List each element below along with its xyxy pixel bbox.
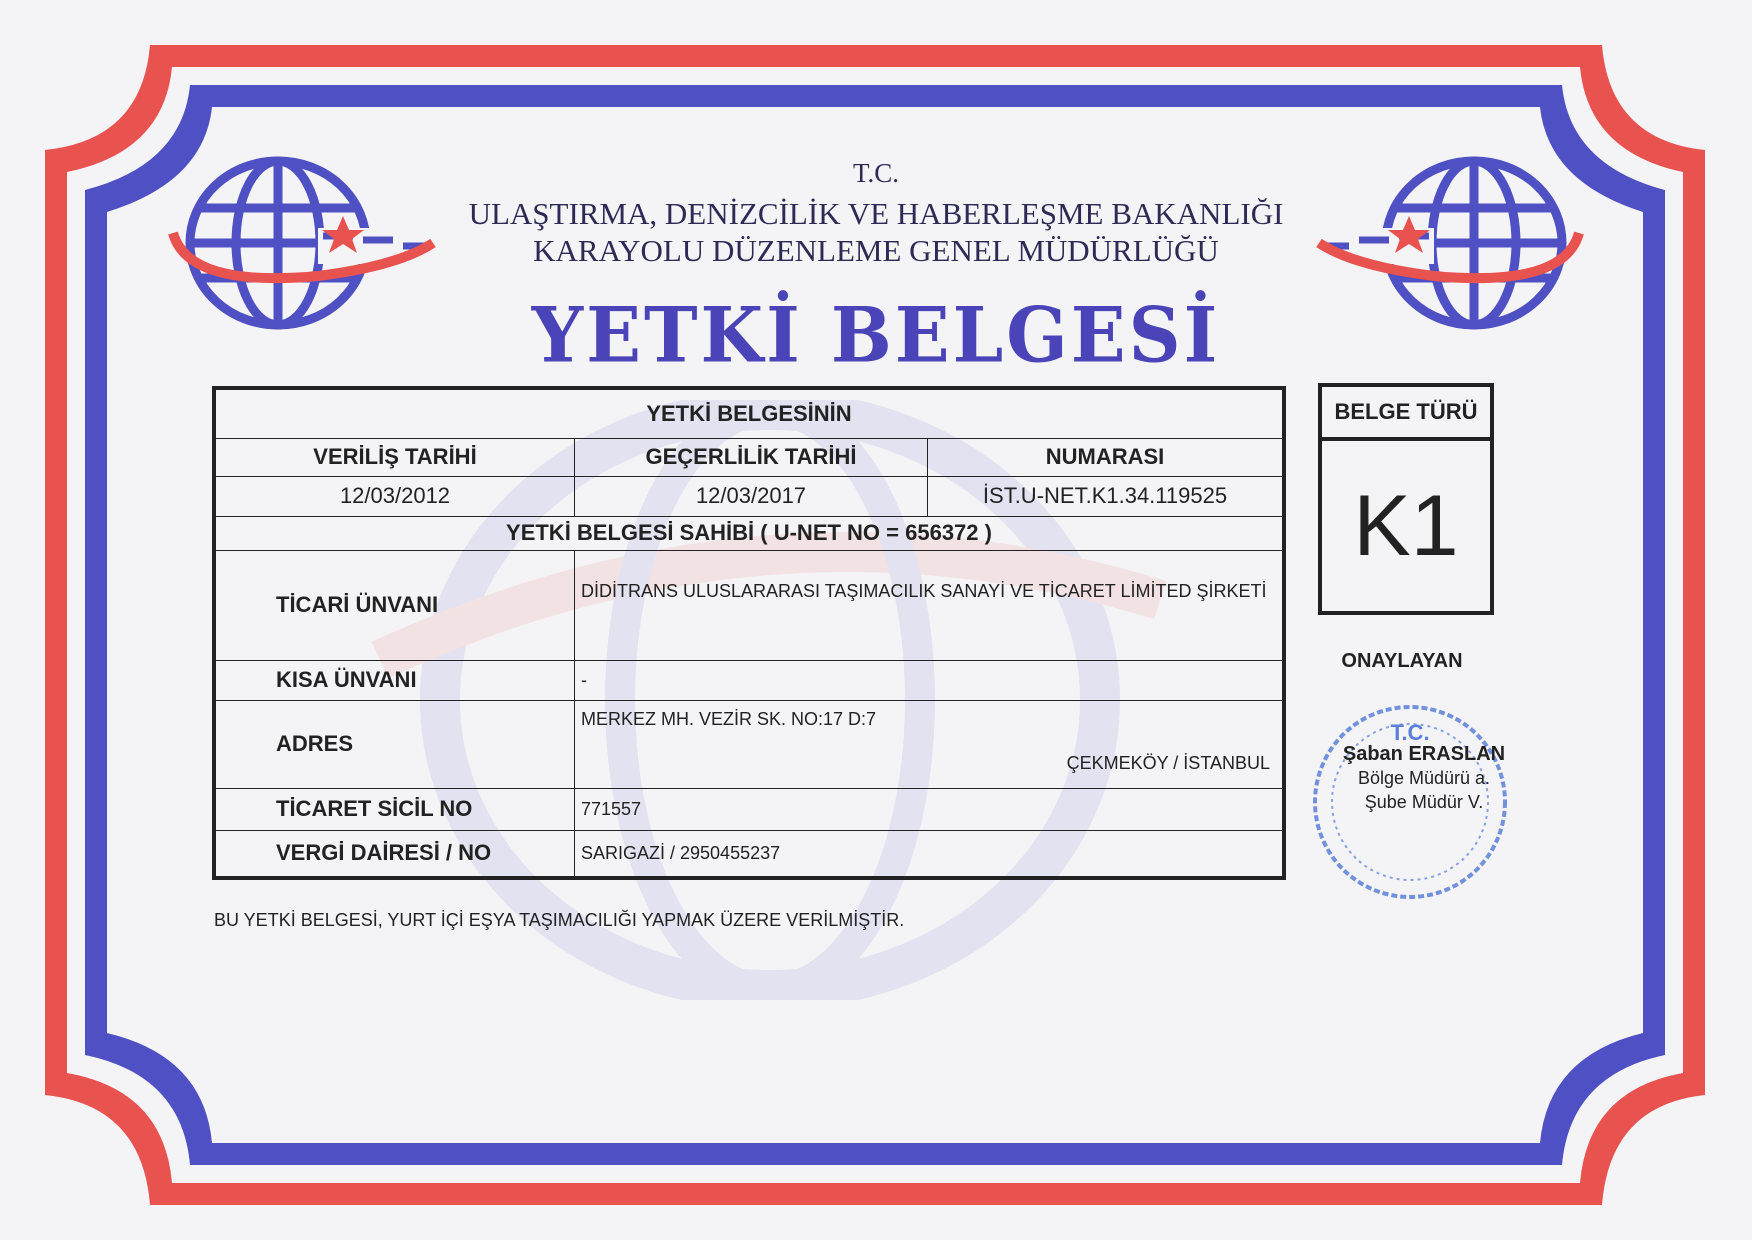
document-type-box xyxy=(1318,383,1494,615)
trade-registry-label: TİCARET SİCİL NO xyxy=(214,788,575,830)
holder-title: YETKİ BELGESİ SAHİBİ ( U-NET NO = 656372 ) xyxy=(214,516,1284,550)
address-line2: ÇEKMEKÖY / İSTANBUL xyxy=(1066,752,1270,773)
tax-office-value: SARIGAZİ / 2950455237 xyxy=(575,830,1285,878)
address-cell xyxy=(575,700,1285,788)
tax-office-label: VERGİ DAİRESİ / NO xyxy=(214,830,575,878)
seal-text: T.C. xyxy=(1390,720,1430,745)
certificate-number-value: İST.U-NET.K1.34.119525 xyxy=(928,476,1285,516)
trade-registry-value: 771557 xyxy=(575,788,1285,830)
document-title: YETKİ BELGESİ xyxy=(531,289,1221,380)
short-name-label: KISA ÜNVANI xyxy=(214,660,575,700)
address-label: ADRES xyxy=(214,700,575,788)
stamp-signature xyxy=(1324,742,1524,814)
header-tc: T.C. xyxy=(853,158,899,188)
section-title: YETKİ BELGESİNİN xyxy=(214,388,1284,438)
document-type-value: K1 xyxy=(1353,478,1459,574)
stamp-name: Şaban ERASLAN xyxy=(1342,743,1506,765)
trade-name-label: TİCARİ ÜNVANI xyxy=(214,550,575,660)
column-number: NUMARASI xyxy=(928,438,1285,476)
document-type-label: BELGE TÜRÜ xyxy=(1322,387,1490,441)
header-ministry: ULAŞTIRMA, DENİZCİLİK VE HABERLEŞME BAKANLIĞI xyxy=(468,196,1284,231)
stamp-title-2: Şube Müdür V. xyxy=(1364,792,1484,812)
issue-date-value: 12/03/2012 xyxy=(214,476,575,516)
stamp-title-1: Bölge Müdürü a. xyxy=(1357,768,1491,788)
footnote: BU YETKİ BELGESİ, YURT İÇİ EŞYA TAŞIMACILIĞI YAPMAK ÜZERE VERİLMİŞTİR. xyxy=(214,910,905,930)
validity-date-value: 12/03/2017 xyxy=(575,476,928,516)
trade-name-value: DİDİTRANS ULUSLARARASI TAŞIMACILIK SANAYİ VE TİCARET LİMİTED ŞİRKETİ xyxy=(575,550,1285,660)
authorization-table xyxy=(212,386,1286,880)
approver-label: ONAYLAYAN xyxy=(1341,650,1463,672)
column-validity-date: GEÇERLİLİK TARİHİ xyxy=(575,438,928,476)
short-name-value: - xyxy=(575,660,1285,700)
address-line1: MERKEZ MH. VEZİR SK. NO:17 D:7 xyxy=(581,708,877,729)
header-directorate: KARAYOLU DÜZENLEME GENEL MÜDÜRLÜĞÜ xyxy=(533,233,1219,268)
column-issue-date: VERİLİŞ TARİHİ xyxy=(214,438,575,476)
